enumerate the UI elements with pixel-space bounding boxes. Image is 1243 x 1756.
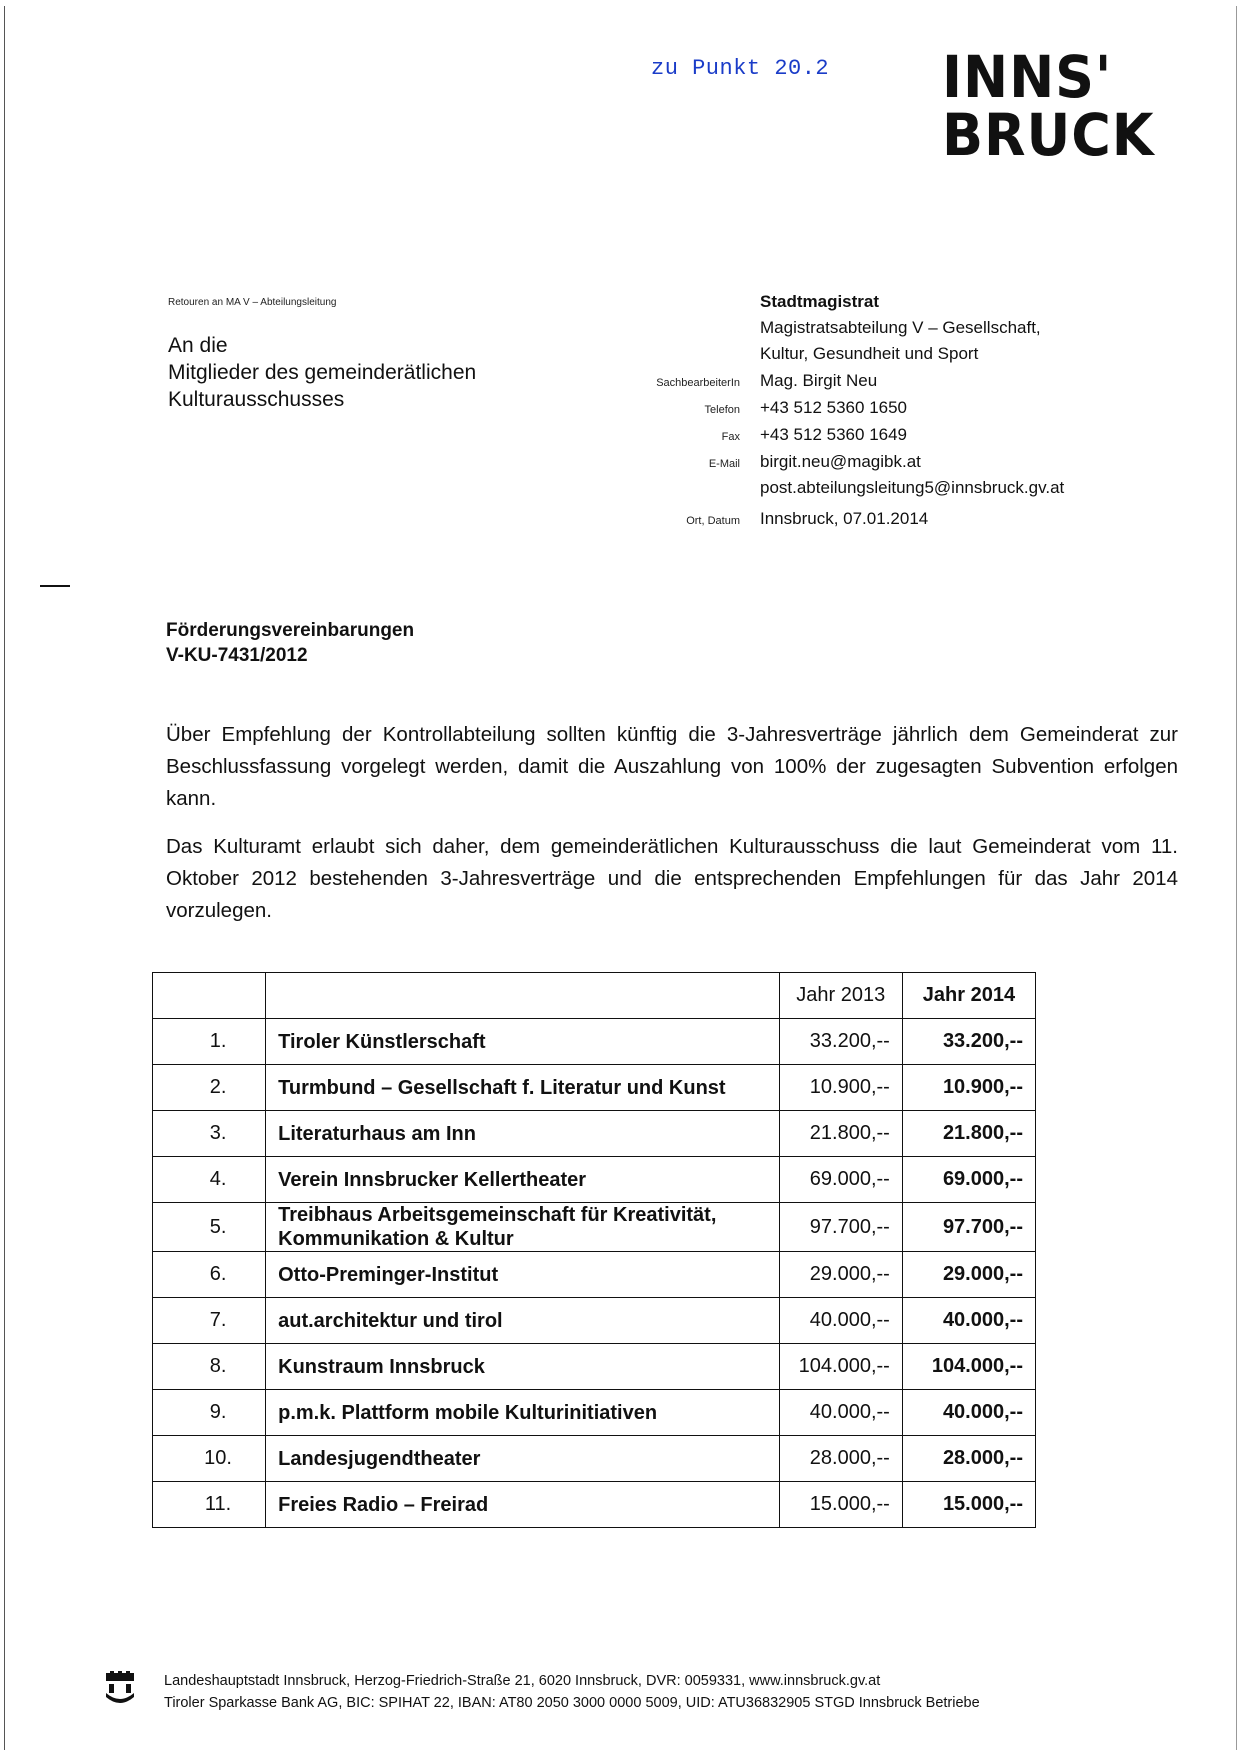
row-amount-2014: 33.200,-- [902, 1019, 1035, 1065]
row-amount-2014: 104.000,-- [902, 1344, 1035, 1390]
table-row [153, 1065, 1036, 1111]
subject-block [166, 618, 414, 668]
row-number: 4. [153, 1157, 266, 1203]
row-organisation: Verein Innsbrucker Kellertheater [266, 1157, 780, 1203]
contact-row-phone [600, 398, 1160, 425]
row-amount-2013: 29.000,-- [779, 1252, 902, 1298]
row-number: 1. [153, 1019, 266, 1065]
contact-label: Ort, Datum [686, 515, 740, 527]
row-number: 6. [153, 1252, 266, 1298]
row-amount-2014: 69.000,-- [902, 1157, 1035, 1203]
row-number: 2. [153, 1065, 266, 1111]
row-amount-2013: 69.000,-- [779, 1157, 902, 1203]
agenda-stamp: zu Punkt 20.2 [651, 56, 830, 81]
row-amount-2014: 97.700,-- [902, 1203, 1035, 1252]
contact-details [600, 371, 1160, 536]
fold-mark [40, 585, 70, 587]
contact-row-fax [600, 425, 1160, 452]
footer-bank: Tiroler Sparkasse Bank AG, BIC: SPIHAT 22, IBAN: AT80 2050 3000 0000 5009, UID: ATU36832905 STGD Innsbruck Betriebe [164, 1695, 980, 1711]
footer-block [164, 1670, 980, 1714]
row-amount-2013: 15.000,-- [779, 1482, 902, 1528]
contact-value: Mag. Birgit Neu [760, 371, 878, 390]
body-paragraph-1: Über Empfehlung der Kontrollabteilung sollten künftig die 3-Jahresverträge jährlich dem Gemeinderat zur Beschlussfassung vorgelegt werden, damit die Auszahlung von 100% der zugesagten Subvention erfolgen kann. [166, 723, 1178, 810]
contact-value: birgit.neu@magibk.at [760, 452, 921, 471]
city-crest-icon [104, 1671, 136, 1707]
logo-line-2: BRUCK [942, 101, 1155, 169]
contact-value: post.abteilungsleitung5@innsbruck.gv.at [760, 478, 1065, 497]
row-amount-2014: 21.800,-- [902, 1111, 1035, 1157]
table-row [153, 1390, 1036, 1436]
row-amount-2013: 97.700,-- [779, 1203, 902, 1252]
contact-label: Telefon [704, 404, 740, 416]
row-number: 7. [153, 1298, 266, 1344]
recipient-line-3: Kulturausschusses [168, 388, 345, 411]
row-number: 3. [153, 1111, 266, 1157]
table-row [153, 1344, 1036, 1390]
sender-block [760, 289, 1041, 367]
row-organisation: aut.architektur und tirol [266, 1298, 780, 1344]
contact-row-email-2 [600, 478, 1160, 505]
return-address-line: Retouren an MA V – Abteilungsleitung [168, 297, 337, 308]
row-amount-2013: 28.000,-- [779, 1436, 902, 1482]
row-amount-2013: 21.800,-- [779, 1111, 902, 1157]
logo-line-1: INNS' [942, 43, 1113, 111]
sender-org: Stadtmagistrat [760, 292, 880, 311]
row-organisation: p.m.k. Plattform mobile Kulturinitiativen [266, 1390, 780, 1436]
row-number: 5. [153, 1203, 266, 1252]
body-paragraph-2: Das Kulturamt erlaubt sich daher, dem gemeinderätlichen Kulturausschuss die laut Gemeinderat vom 11. Oktober 2012 bestehenden 3-Jahresverträge und die entsprechenden Empfehlungen für das Jahr 2014 vorzulegen. [166, 835, 1178, 922]
row-amount-2014: 10.900,-- [902, 1065, 1035, 1111]
innsbruck-logo [942, 43, 1155, 169]
row-number: 8. [153, 1344, 266, 1390]
recipient-block [168, 332, 476, 413]
grant-table [152, 972, 1036, 1528]
table-row [153, 1482, 1036, 1528]
recipient-line-2: Mitglieder des gemeinderätlichen [168, 361, 477, 384]
header-year-2014: Jahr 2014 [902, 973, 1035, 1019]
contact-value: +43 512 5360 1650 [760, 398, 908, 417]
row-number: 9. [153, 1390, 266, 1436]
row-amount-2014: 29.000,-- [902, 1252, 1035, 1298]
contact-row-date [600, 509, 1160, 536]
table-row [153, 1157, 1036, 1203]
row-amount-2013: 40.000,-- [779, 1390, 902, 1436]
subject-reference: V-KU-7431/2012 [166, 645, 308, 666]
row-amount-2013: 10.900,-- [779, 1065, 902, 1111]
footer-address: Landeshauptstadt Innsbruck, Herzog-Friedrich-Straße 21, 6020 Innsbruck, DVR: 0059331, www.innsbruck.gv.at [164, 1673, 881, 1689]
subject-title: Förderungsvereinbarungen [166, 620, 415, 641]
row-amount-2014: 28.000,-- [902, 1436, 1035, 1482]
row-organisation: Landesjugendtheater [266, 1436, 780, 1482]
header-cell-empty [266, 973, 780, 1019]
row-amount-2013: 40.000,-- [779, 1298, 902, 1344]
row-amount-2014: 40.000,-- [902, 1390, 1035, 1436]
row-number: 11. [153, 1482, 266, 1528]
contact-label: E-Mail [708, 458, 740, 470]
contact-label: Fax [721, 431, 740, 443]
row-organisation: Kunstraum Innsbruck [266, 1344, 780, 1390]
row-amount-2014: 40.000,-- [902, 1298, 1035, 1344]
table-row [153, 1019, 1036, 1065]
row-amount-2013: 104.000,-- [779, 1344, 902, 1390]
contact-value: +43 512 5360 1649 [760, 425, 908, 444]
contact-label: SachbearbeiterIn [656, 377, 740, 389]
table-row [153, 1436, 1036, 1482]
table-row [153, 1111, 1036, 1157]
contact-value: Innsbruck, 07.01.2014 [760, 509, 929, 528]
table-row [153, 1298, 1036, 1344]
row-number: 10. [153, 1436, 266, 1482]
row-organisation: Treibhaus Arbeitsgemeinschaft für Kreativität, Kommunikation & Kultur [266, 1203, 780, 1252]
sender-dept-line-1: Magistratsabteilung V – Gesellschaft, [760, 318, 1041, 337]
row-organisation: Literaturhaus am Inn [266, 1111, 780, 1157]
row-organisation: Otto-Preminger-Institut [266, 1252, 780, 1298]
row-amount-2013: 33.200,-- [779, 1019, 902, 1065]
header-year-2013: Jahr 2013 [779, 973, 902, 1019]
sender-dept-line-2: Kultur, Gesundheit und Sport [760, 344, 979, 363]
table-row [153, 1252, 1036, 1298]
contact-row-clerk [600, 371, 1160, 398]
contact-row-email [600, 452, 1160, 479]
row-organisation: Turmbund – Gesellschaft f. Literatur und Kunst [266, 1065, 780, 1111]
row-organisation: Freies Radio – Freirad [266, 1482, 780, 1528]
row-amount-2014: 15.000,-- [902, 1482, 1035, 1528]
table-header-row [153, 973, 1036, 1019]
header-cell-empty [153, 973, 266, 1019]
table-row [153, 1203, 1036, 1252]
recipient-line-1: An die [168, 334, 228, 357]
row-organisation: Tiroler Künstlerschaft [266, 1019, 780, 1065]
